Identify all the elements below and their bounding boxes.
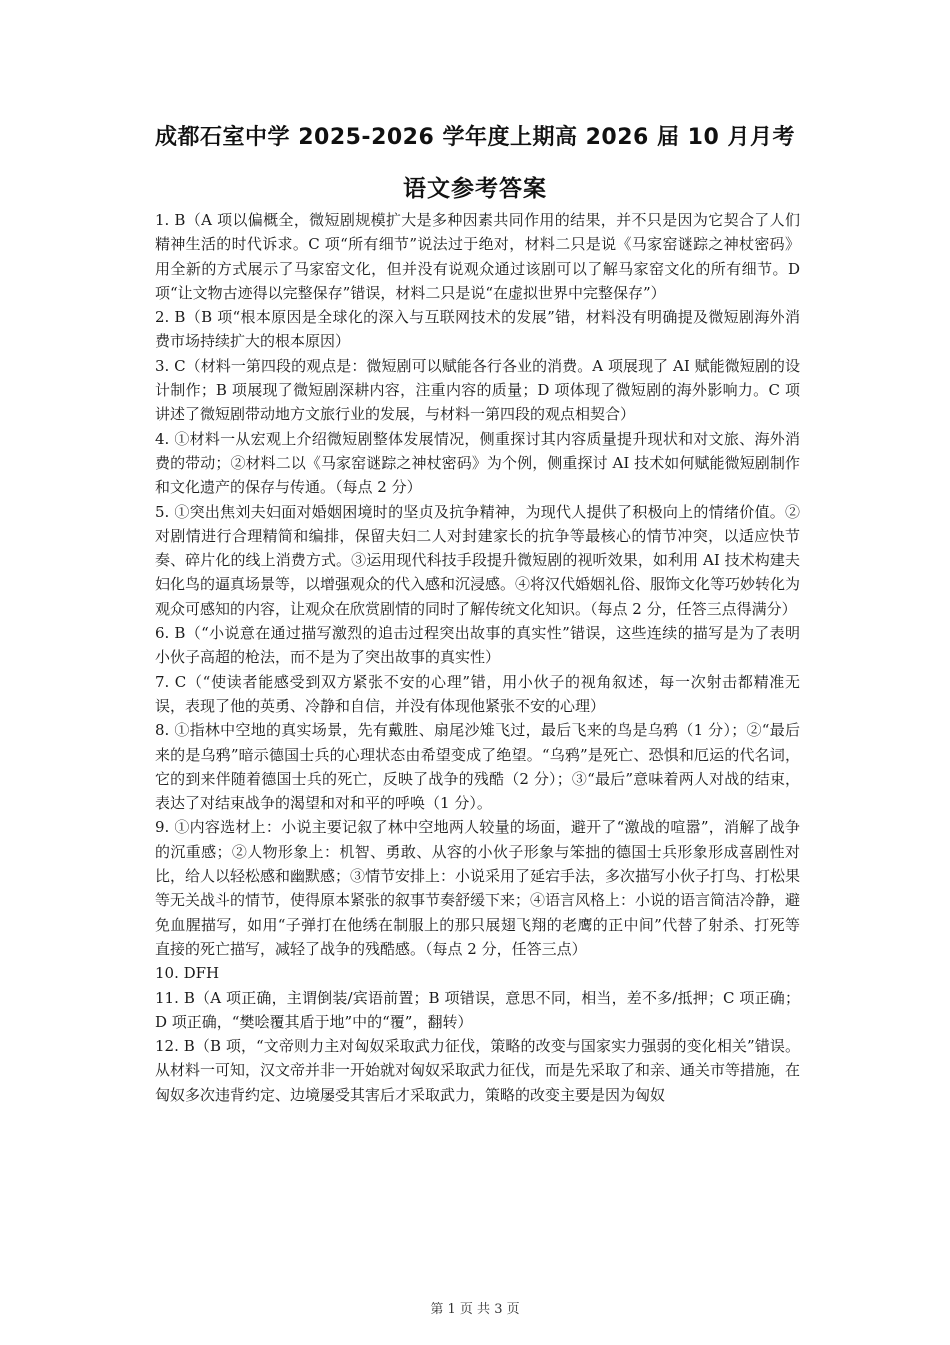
document-title: 成都石室中学 2025-2026 学年度上期高 2026 届 10 月月考 xyxy=(155,125,795,150)
answer-item-4: 4. ①材料一从宏观上介绍微短剧整体发展情况，侧重探讨其内容质量提升现状和对文旅、海外消费的带动；②材料二以《马家窑谜踪之神杖密码》为个例，侧重探讨 AI 技术如何赋能微短剧制作和文化遗产的保存与传通。（每点 2 分） xyxy=(155,429,800,497)
answer-item-3: 3. C（材料一第四段的观点是：微短剧可以赋能各行各业的消费。A 项展现了 AI 赋能微短剧的设计制作；B 项展现了微短剧深耕内容，注重内容的质量；D 项体现了微短剧的海外影响力。C 项讲述了微短剧带动地方文旅行业的发展，与材料一第四段的观点相契合） xyxy=(155,356,800,424)
answer-item-1: 1. B（A 项以偏概全，微短剧规模扩大是多种因素共同作用的结果，并不只是因为它契合了人们精神生活的时代诉求。C 项“所有细节”说法过于绝对，材料二只是说《马家窑谜踪之神杖密码》用全新的方式展示了马家窑文化，但并没有说观众通过该剧可以了解马家窑文化的所有细节。D 项“让文物古迹得以完整保存”错误，材料二只是说“在虚拟世界中完整保存”） xyxy=(155,211,800,302)
answer-item-8: 8. ①指林中空地的真实场景，先有戴胜、扇尾沙雉飞过，最后飞来的鸟是乌鸦（1 分）；②“最后来的是乌鸦”暗示德国士兵的心理状态由希望变成了绝望。“乌鸦”是死亡、恐惧和厄运的代名词，它的到来伴随着德国士兵的死亡，反映了战争的残酷（2 分）；③“最后”意味着两人对战的结束，表达了对结束战争的渴望和对和平的呼唤（1 分）。 xyxy=(155,721,800,813)
answer-item-7: 7. C（“使读者能感受到双方紧张不安的心理”错，用小伙子的视角叙述，每一次射击都精准无误，表现了他的英勇、冷静和自信，并没有体现他紧张不安的心理） xyxy=(155,672,800,715)
answer-item-9: 9. ①内容选材上：小说主要记叙了林中空地两人较量的场面，避开了“激战的喧嚣”，消解了战争的沉重感；②人物形象上：机智、勇敢、从容的小伙子形象与笨拙的德国士兵形象形成喜剧性对比，给人以轻松感和幽默感；③情节安排上：小说采用了延宕手法，多次描写小伙子打鸟、打松果等无关战斗的情节，使得原本紧张的叙事节奏舒缓下来；④语言风格上：小说的语言简洁冷静，避免血腥描写，如用“子弹打在他绣在制服上的那只展翅飞翔的老鹰的正中间”代替了射杀、打死等直接的死亡描写，减轻了战争的残酷感。（每点 2 分，任答三点） xyxy=(155,818,801,958)
answer-item-10: 10. DFH xyxy=(155,964,220,983)
answer-item-11: 11. B（A 项正确，主谓倒装/宾语前置；B 项错误，意思不同，相当，差不多/抵押；C 项正确；D 项正确，“樊哙覆其盾于地”中的“覆”，翻转） xyxy=(155,988,800,1031)
document-subtitle: 语文参考答案 xyxy=(403,176,547,202)
answer-item-12: 12. B（B 项，“文帝则力主对匈奴采取武力征伐，策略的改变与国家实力强弱的变化相关”错误。从材料一可知，汉文帝并非一开始就对匈奴采取武力征伐，而是先采取了和亲、通关市等措施，在匈奴多次违背约定、边境屡受其害后才采取武力，策略的改变主要是因为匈奴 xyxy=(155,1037,801,1104)
answer-item-6: 6. B（“小说意在通过描写激烈的追击过程突出故事的真实性”错误，这些连续的描写是为了表明小伙子高超的枪法，而不是为了突出故事的真实性） xyxy=(155,624,800,667)
answer-item-2: 2. B（B 项“根本原因是全球化的深入与互联网技术的发展”错，材料没有明确提及微短剧海外消费市场持续扩大的根本原因） xyxy=(155,308,800,351)
answer-list xyxy=(155,208,800,1107)
page-footer: 第 1 页 共 3 页 xyxy=(430,1302,520,1317)
answer-item-5: 5. ①突出焦刘夫妇面对婚姻困境时的坚贞及抗争精神，为现代人提供了积极向上的情绪价值。②对剧情进行合理精简和编排，保留夫妇二人对封建家长的抗争等最核心的情节冲突，以适应快节奏、碎片化的线上消费方式。③运用现代科技手段提升微短剧的视听效果，如利用 AI 技术构建夫妇化鸟的逼真场景等，以增强观众的代入感和沉浸感。④将汉代婚姻礼俗、服饰文化等巧妙转化为观众可感知的内容，让观众在欣赏剧情的同时了解传统文化知识。（每点 2 分，任答三点得满分） xyxy=(155,502,801,618)
